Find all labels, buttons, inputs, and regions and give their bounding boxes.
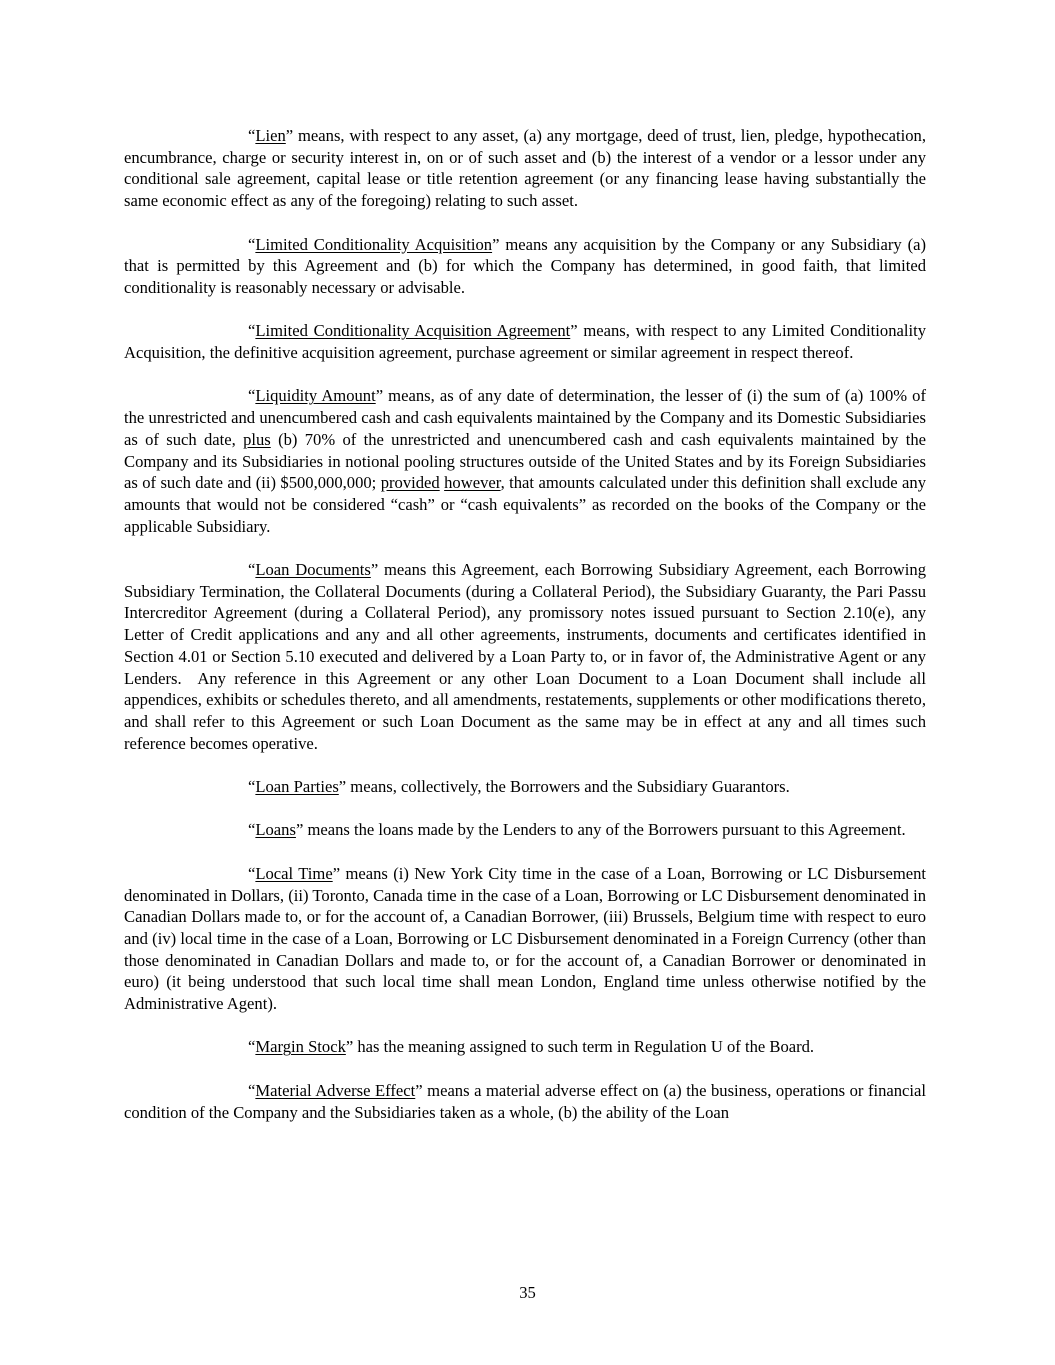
defined-term: Liquidity Amount [255, 386, 376, 406]
definition-lien: “Lien” means, with respect to any asset, (a) any mortgage, deed of trust, lien, pledge, hypothecation, encumbrance, charge or security interest in, on or of such asset and (b) the interest of a vendor or a lessor under any conditional sale agreement, capital lease or title retention agreement (or any financing lease having substantially the same economic effect as any of the foregoing) relating to such asset. [124, 126, 926, 211]
definition-text: ” means the loans made by the Lenders to any of the Borrowers pursuant to this Agreement. [295, 820, 906, 840]
defined-term: Loans [255, 820, 296, 840]
definition-text: , that amounts calculated under this definition shall exclude any amounts that would not be considered “cash” or “cash equivalents” as recorded on the books of the Company or the applicable Subsidiary. [124, 473, 926, 536]
provided-term: provided [380, 473, 440, 493]
definition-text: ” means this Agreement, each Borrowing Subsidiary Agreement, each Borrowing Subsidiary Termination, the Collateral Documents (during a Collateral Period), the Subsidiary Guaranty, the Pari Passu Intercreditor Agreement (during a Collateral Period), any promissory notes issued pursuant to Section 2.10(e), any Letter of Credit applications and any and all other agreements, instruments, documents and certificates identified in Section 4.01 or Section 5.10 executed and delivered by a Loan Party to, or in favor of, the Administrative Agent or any Lenders. Any reference in this Agreement or any other Loan Document to a Loan Document shall include all appendices, exhibits or schedules thereto, and all amendments, restatements, supplements or other modifications thereto, and shall refer to this Agreement or such Loan Document as the same may be in effect at any and all times such reference becomes operative. [124, 560, 931, 753]
defined-term: Lien [255, 126, 286, 145]
definition-text: ” means, as of any date of determination, the lesser of (i) the sum of (a) 100% of the unrestricted and unencumbered cash and cash equivalents maintained by the Company and its Domestic Subsidiaries as of such date, [124, 386, 926, 449]
definition-loans: “Loans” means the loans made by the Lenders to any of the Borrowers pursuant to this Agreement. [248, 820, 906, 840]
definition-limited-conditionality-acquisition-agreement: “Limited Conditionality Acquisition Agreement” means, with respect to any Limited Conditionality Acquisition, the definitive acquisition agreement, purchase agreement or similar agreement in respect thereof. [124, 321, 926, 362]
defined-term: Material Adverse Effect [255, 1080, 416, 1100]
defined-term: Loan Documents [255, 560, 371, 579]
definition-loan-parties: “Loan Parties” means, collectively, the Borrowers and the Subsidiary Guarantors. [248, 777, 790, 797]
page-number: 35 [519, 1283, 536, 1302]
definition-liquidity-amount: “Liquidity Amount” means, as of any date of determination, the lesser of (i) the sum of (a) 100% of the unrestricted and unencumbered cash and cash equivalents maintained by the Company and its Domestic Subsidiaries as of such date, plus (b) 70% of the unrestricted and unencumbered cash and cash equivalents maintained by the Company and its Subsidiaries in notional pooling structures outside of the United States and by its Foreign Subsidiaries as of such date and (ii) $500,000,000; provided however, that amounts calculated under this definition shall exclude any amounts that would not be considered “cash” or “cash equivalents” as recorded on the books of the Company or the applicable Subsidiary. [124, 386, 926, 536]
definition-text: ” means, with respect to any Limited Conditionality Acquisition, the definitive acquisition agreement, purchase agreement or similar agreement in respect thereof. [124, 321, 926, 362]
definition-text: ” means, with respect to any asset, (a) any mortgage, deed of trust, lien, pledge, hypothecation, encumbrance, charge or security interest in, on or of such asset and (b) the interest of a vendor or a lessor under any conditional sale agreement, capital lease or title retention agreement (or any financing lease having substantially the same economic effect as any of the foregoing) relating to such asset. [124, 126, 926, 211]
defined-term: Limited Conditionality Acquisition [255, 234, 493, 254]
definition-text: ” means a material adverse effect on (a) the business, operations or financial condition of the Company and the Subsidiaries taken as a whole, (b) the ability of the Loan [124, 1080, 926, 1122]
definition-text: ” means any acquisition by the Company or any Subsidiary (a) that is permitted by this Agreement and (b) for which the Company has determined, in good faith, that limited conditionality is reasonably necessary or advisable. [124, 234, 926, 297]
plus-term: plus [243, 429, 271, 449]
definition-margin-stock: “Margin Stock” has the meaning assigned to such term in Regulation U of the Board. [248, 1037, 815, 1057]
definition-text: (b) 70% of the unrestricted and unencumbered cash and cash equivalents maintained by the Company and its Subsidiaries in notional pooling structures outside of the United States and by its Foreign Subsidiaries as of such date and (ii) $500,000,000; [124, 429, 926, 493]
defined-term: Margin Stock [255, 1037, 346, 1057]
definition-local-time: “Local Time” means (i) New York City time in the case of a Loan, Borrowing or LC Disbursement denominated in Dollars, (ii) Toronto, Canada time in the case of a Loan, Borrowing or LC Disbursement denominated in Canadian Dollars made to, or for the account of, a Canadian Borrower, (iii) Brussels, Belgium time with respect to euro and (iv) local time in the case of a Loan, Borrowing or LC Disbursement denominated in a Foreign Currency (other than those denominated in Canadian Dollars and made to, or for the account of, a Canadian Borrower or denominated in euro) (it being understood that such local time shall mean London, England time unless otherwise notified by the Administrative Agent). [124, 863, 926, 1014]
definition-limited-conditionality-acquisition: “Limited Conditionality Acquisition” means any acquisition by the Company or any Subsidiary (a) that is permitted by this Agreement and (b) for which the Company has determined, in good faith, that limited conditionality is reasonably necessary or advisable. [124, 234, 926, 297]
document-page [124, 125, 931, 1145]
definition-text: ” means, collectively, the Borrowers and the Subsidiary Guarantors. [338, 777, 790, 797]
definition-material-adverse-effect: “Material Adverse Effect” means a material adverse effect on (a) the business, operations or financial condition of the Company and the Subsidiaries taken as a whole, (b) the ability of the Loan [124, 1080, 926, 1122]
defined-term: Loan Parties [255, 777, 339, 797]
defined-term: Limited Conditionality Acquisition Agreement [255, 321, 571, 341]
defined-term: Local Time [255, 863, 333, 883]
definition-text: ” means (i) New York City time in the case of a Loan, Borrowing or LC Disbursement denominated in Dollars, (ii) Toronto, Canada time in the case of a Loan, Borrowing or LC Disbursement denominated in Canadian Dollars made to, or for the account of, a Canadian Borrower, (iii) Brussels, Belgium time with respect to euro and (iv) local time in the case of a Loan, Borrowing or LC Disbursement denominated in a Foreign Currency (other than those denominated in Canadian Dollars and made to, or for the account of, a Canadian Borrower or denominated in euro) (it being understood that such local time shall mean London, England time unless otherwise notified by the Administrative Agent). [124, 863, 926, 1014]
definition-text: ” has the meaning assigned to such term in Regulation U of the Board. [345, 1037, 815, 1057]
however-term: however [444, 473, 501, 493]
definition-loan-documents: “Loan Documents” means this Agreement, each Borrowing Subsidiary Agreement, each Borrowing Subsidiary Termination, the Collateral Documents (during a Collateral Period), the Subsidiary Guaranty, the Pari Passu Intercreditor Agreement (during a Collateral Period), any promissory notes issued pursuant to Section 2.10(e), any Letter of Credit applications and any and all other agreements, instruments, documents and certificates identified in Section 4.01 or Section 5.10 executed and delivered by a Loan Party to, or in favor of, the Administrative Agent or any Lenders. Any reference in this Agreement or any other Loan Document to a Loan Document shall include all appendices, exhibits or schedules thereto, and all amendments, restatements, supplements or other modifications thereto, and shall refer to this Agreement or such Loan Document as the same may be in effect at any and all times such reference becomes operative. [124, 560, 931, 753]
